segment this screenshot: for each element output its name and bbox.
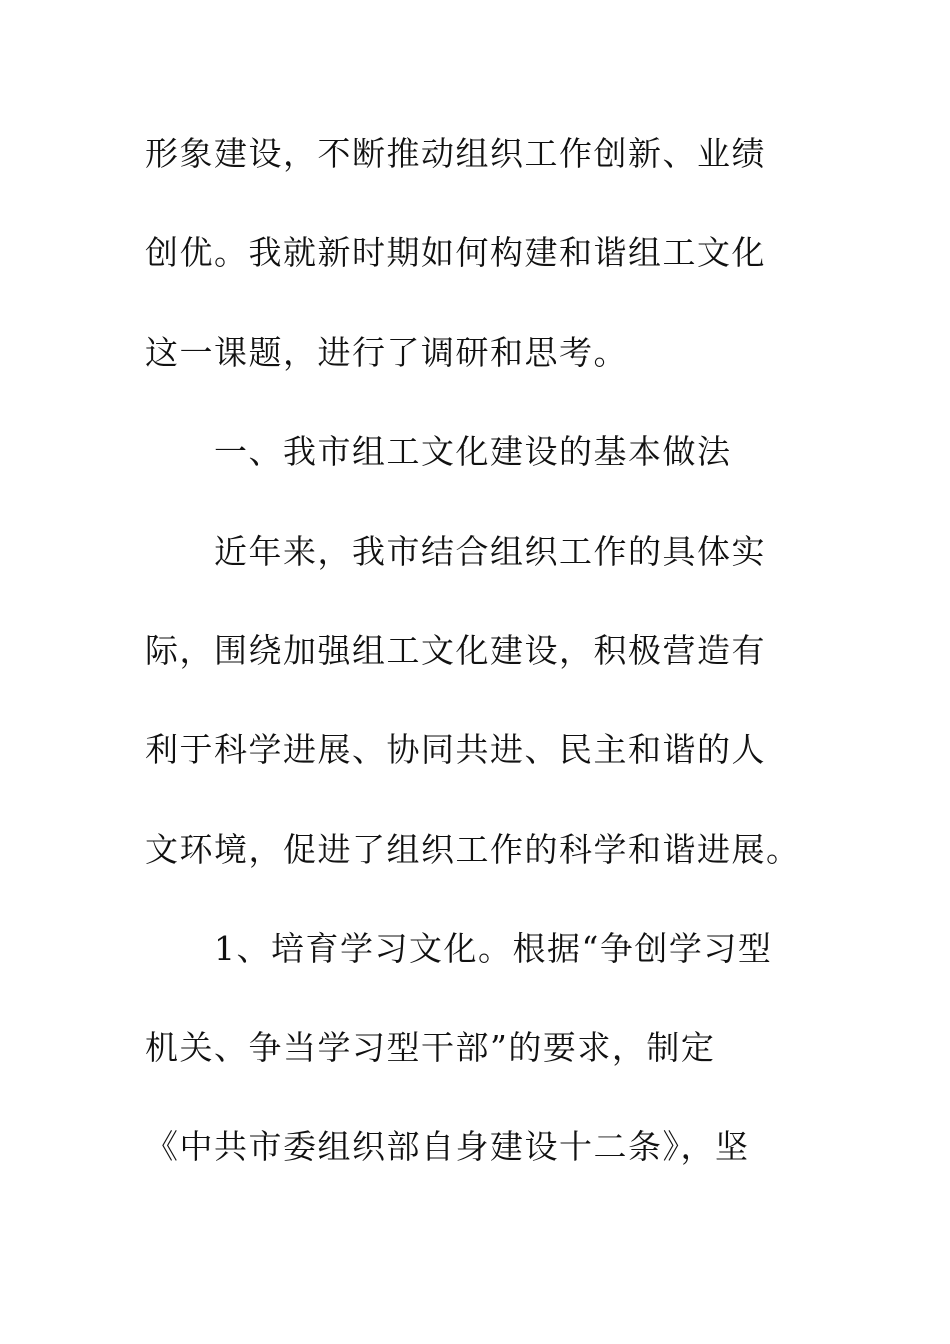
body-text-line: 这一课题，进行了调研和思考。 — [145, 333, 628, 372]
body-text-line: 形象建设，不断推动组织工作创新、业绩 — [145, 134, 766, 173]
body-text-line: 际，围绕加强组工文化建设，积极营造有 — [145, 631, 766, 670]
body-text-line: 机关、争当学习型干部”的要求，制定 — [145, 1028, 716, 1067]
body-text-line: 利于科学进展、协同共进、民主和谐的人 — [145, 730, 766, 769]
list-item-heading: 1、培育学习文化。根据“争创学习型 — [214, 929, 773, 968]
body-text-line: 创优。我就新时期如何构建和谐组工文化 — [145, 233, 766, 272]
paragraph-first-line: 近年来，我市结合组织工作的具体实 — [214, 532, 766, 571]
body-text-line: 文环境，促进了组织工作的科学和谐进展。 — [145, 830, 801, 869]
section-heading: 一、我市组工文化建设的基本做法 — [214, 432, 732, 471]
body-text-line: 《中共市委组织部自身建设十二条》，坚 — [145, 1127, 750, 1166]
